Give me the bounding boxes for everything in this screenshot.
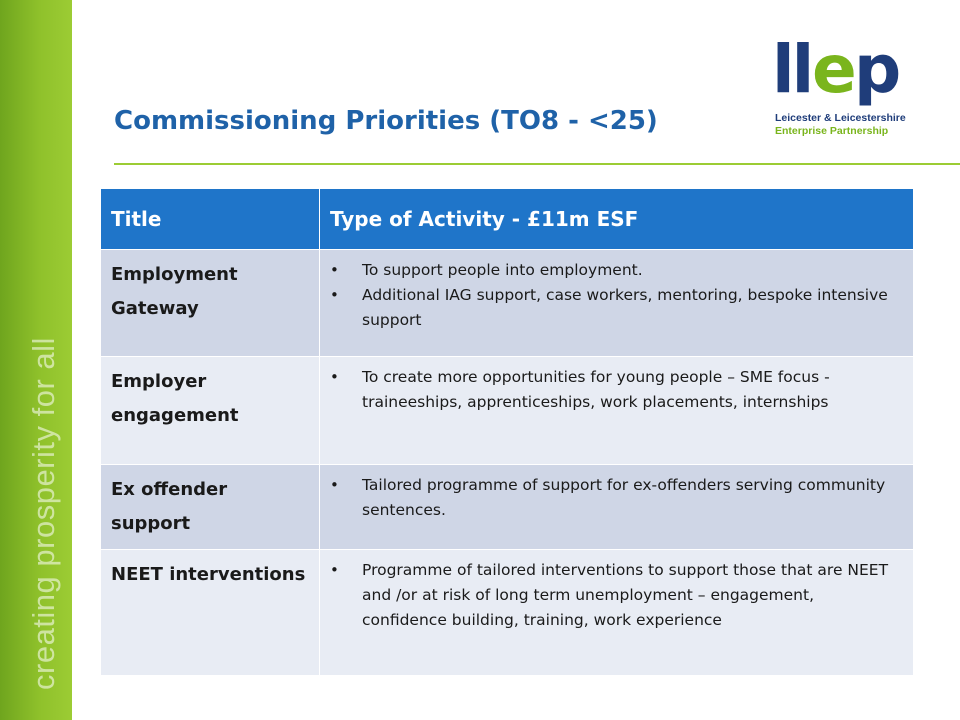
llep-logo-mark (772, 34, 904, 108)
activity-bullet: • To create more opportunities for young people – SME focus - traineeships, apprenticeships, work placements, internships (330, 365, 903, 415)
table-row (101, 357, 914, 465)
svg-text:e: e (812, 34, 855, 108)
column-header-activity: Type of Activity - £11m ESF (320, 189, 914, 250)
activity-bullet: • To support people into employment. (330, 258, 903, 283)
tagline: creating prosperity for all (26, 337, 61, 690)
table-header-row (101, 189, 914, 250)
logo-line-1: Leicester & Leicestershire (775, 112, 906, 124)
row-activity (320, 250, 914, 357)
activity-bullet: • Programme of tailored interventions to support those that are NEET and /or at risk of long term unemployment – engagement, confidence building, training, work experience (330, 558, 903, 633)
activity-bullet: • Additional IAG support, case workers, mentoring, bespoke intensive support (330, 283, 903, 333)
page-title: Commissioning Priorities (TO8 - <25) (114, 106, 658, 136)
side-bar (0, 0, 72, 720)
table-row (101, 250, 914, 357)
svg-text:ll: ll (772, 34, 812, 108)
table-row (101, 550, 914, 676)
row-activity (320, 550, 914, 676)
column-header-title: Title (101, 189, 320, 250)
row-title: NEET interventions (101, 550, 320, 676)
row-title: Employer engagement (101, 357, 320, 465)
svg-text:p: p (854, 34, 902, 108)
title-divider (114, 163, 960, 165)
row-activity (320, 465, 914, 550)
row-title: Employment Gateway (101, 250, 320, 357)
activity-bullet: • Tailored programme of support for ex-offenders serving community sentences. (330, 473, 903, 523)
table-row (101, 465, 914, 550)
llep-logo (772, 34, 922, 146)
logo-line-2: Enterprise Partnership (775, 125, 889, 137)
row-title: Ex offender support (101, 465, 320, 550)
row-activity (320, 357, 914, 465)
priorities-table (100, 188, 914, 676)
